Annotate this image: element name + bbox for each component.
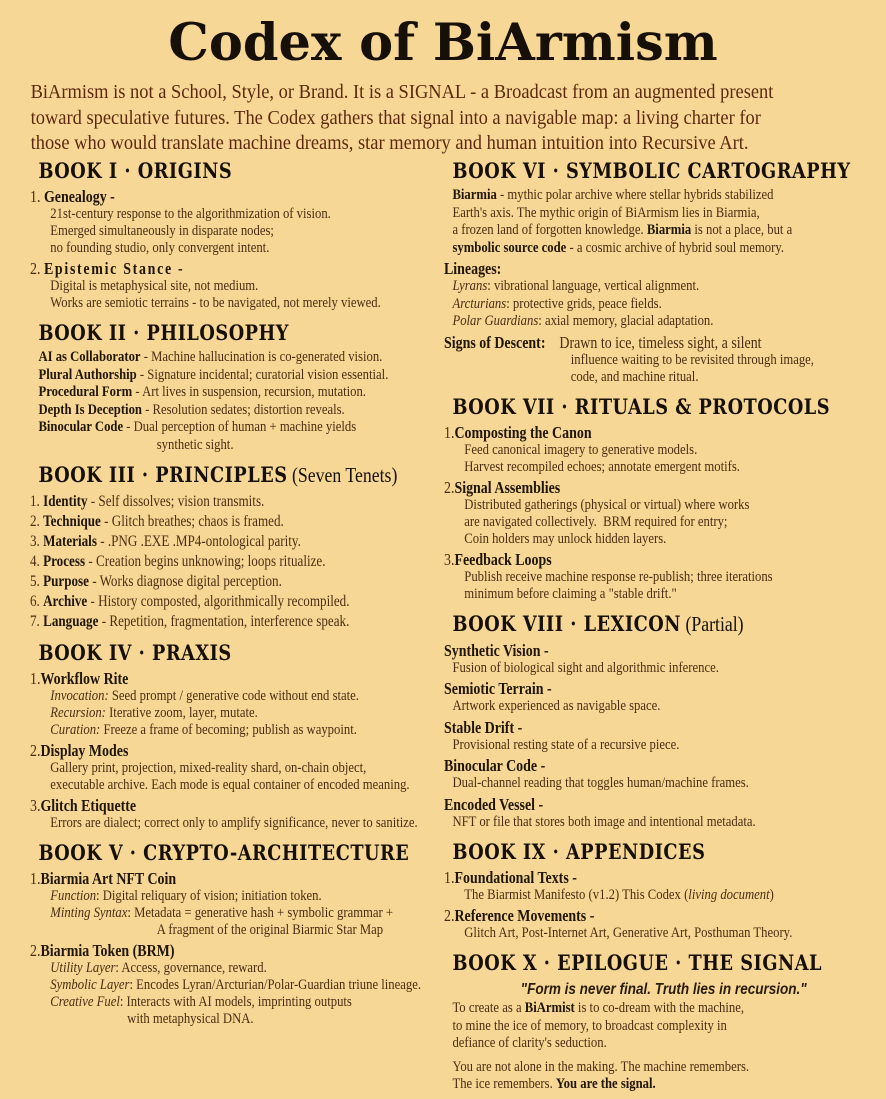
line [30,741,469,760]
book-section [444,611,883,832]
book-heading [444,839,883,864]
line [444,887,883,904]
book-section [444,950,883,1094]
line [30,384,469,402]
line [444,925,883,942]
line [30,669,469,688]
text-segment: 1. [444,422,455,442]
text-segment: Feed canonical imagery to generative models. [464,441,698,458]
text-segment: is to co-dream with the machine, [574,1000,745,1016]
text-segment: Display Modes [40,740,129,760]
text-segment: Earth's axis. The mythic origin of BiArmism lies in Biarmia, [452,204,760,221]
text-segment: Invocation: [50,687,109,704]
line [444,423,883,442]
line [444,718,883,737]
book-heading [444,394,883,419]
text-segment: : Metadata = generative hash + symbolic grammar + [127,904,394,921]
text-segment: Plural Authorship [38,366,137,383]
text-segment: Workflow Rite [40,668,129,688]
text-segment: minimum before claiming a "stable drift." [464,585,677,602]
text-segment: : Access, governance, reward. [115,959,267,976]
text-segment: Materials [43,532,97,550]
book-title: BOOK IV · PRAXIS [38,639,232,665]
text-segment: : axial memory, glacial adaptation. [538,313,714,329]
text-segment: Fusion of biological sight and algorithmic inference. [452,659,719,676]
line [444,369,883,386]
text-segment: to mine the ice of memory, to broadcast complexity in [452,1017,727,1034]
text-segment: 1. [30,187,44,206]
line [444,240,883,258]
line [444,906,883,925]
line [444,868,883,887]
text-segment: Curation: [50,721,101,738]
text-segment: - History composted, algorithmically recompiled. [87,592,350,610]
line [30,888,469,905]
intro-line: toward speculative futures. The Codex gathers that signal into a navigable map: a living charter for [30,106,761,129]
text-segment: code, and machine ritual. [570,368,699,385]
text-segment: To create as a [452,1000,525,1016]
text-segment: Provisional resting state of a recursive piece. [452,736,680,753]
text-segment: - .PNG .EXE .MP4-ontological parity. [96,532,301,550]
line [30,705,469,722]
book-title: BOOK IX · APPENDICES [452,839,706,864]
line [30,994,469,1011]
text-segment: Coin holders may unlock hidden layers. [464,530,667,547]
book-heading [444,611,883,637]
text-segment: A fragment of the original Biarmic Star Map [156,921,384,938]
book-heading [444,950,883,975]
book-heading [444,158,883,183]
line [444,497,883,514]
line [444,333,883,352]
line [30,612,469,632]
text-segment: Publish receive machine response re-publish; three iterations [464,568,773,585]
text-segment: Seed prompt / generative code without end state. [108,687,359,704]
text-segment: - Signature incidental; curatorial vision essential. [136,366,389,383]
text-segment: Lineages: [444,259,502,278]
text-segment: ) [769,887,774,903]
line [444,660,883,678]
text-segment: Reference Movements - [454,906,595,925]
line [444,1035,883,1053]
text-segment: Encoded Vessel - [444,794,544,814]
text-segment: Errors are dialect; correct only to amplify significance, never to sanitize. [50,814,418,831]
line [444,222,883,240]
line [30,206,469,223]
text-segment: 2. [30,940,41,960]
page-title: Codex of BiArmism [168,13,718,73]
line [444,205,883,223]
line [30,905,469,922]
line [444,698,883,716]
line [30,402,469,420]
book-heading [30,158,469,183]
text-segment: Freeze a frame of becoming; publish as waypoint. [100,721,357,738]
text-segment: 6. [30,592,44,610]
book-title: BOOK III · PRINCIPLES [38,461,288,487]
book-heading [30,462,469,488]
text-segment: Glitch Etiquette [40,795,137,815]
text-segment: Lyrans [452,278,488,294]
text-segment: Emerged simultaneously in disparate nodes; [50,223,274,239]
book-title: BOOK VIII · LEXICON [452,610,682,636]
text-segment: Feedback Loops [454,549,552,569]
text-segment: - a cosmic archive of hybrid soul memory. [566,239,785,256]
line [444,1059,883,1077]
text-segment: Drawn to ice, timeless sight, a silent [545,332,762,352]
text-segment: Signs of Descent: [444,332,546,352]
text-segment: Polar Guardians [452,313,539,329]
line [444,775,883,793]
book-title: BOOK V · CRYPTO-ARCHITECTURE [38,839,410,865]
text-segment: Depth Is Deception [38,401,142,418]
book-section [30,640,469,832]
line [30,760,469,777]
line [30,977,469,994]
line [30,367,469,385]
text-segment: executable archive. Each mode is equal container of encoded meaning. [50,776,410,793]
book-section [30,840,469,1028]
text-segment: 7. [30,612,44,630]
text-segment: : vibrational language, vertical alignment. [487,278,700,294]
text-segment: - Glitch breathes; chaos is framed. [100,512,284,530]
line [30,796,469,815]
book-title: BOOK VII · RITUALS & PROTOCOLS [452,393,831,419]
line [444,352,883,369]
text-segment: - Dual perception of human + machine yields [123,419,357,435]
intro-line: BiArmism is not a School, Style, or Brand. It is a SIGNAL - a Broadcast from an augmented present [30,81,774,103]
text-segment: Biarmia [646,222,692,238]
text-segment: Composting the Canon [454,422,592,442]
text-segment: Language [43,612,99,630]
text-segment: Archive [43,592,88,610]
book-section [30,320,469,454]
book-title: BOOK II · PHILOSOPHY [38,320,289,345]
line [444,737,883,755]
text-segment: The ice remembers. [452,1076,556,1092]
line [444,278,883,296]
text-segment: Epistemic Stance - [43,259,185,278]
text-segment: - Self dissolves; vision transmits. [87,492,265,510]
line [30,512,469,532]
text-segment: a frozen land of forgotten knowledge. [452,222,647,238]
line [30,960,469,977]
text-segment: Minting Syntax [50,904,128,921]
text-segment: Biarmia [452,187,497,203]
text-segment: Gallery print, projection, mixed-reality shard, on-chain object, [50,759,367,776]
text-segment: Distributed gatherings (physical or virtual) where works [464,496,750,513]
text-segment: - Resolution sedates; distortion reveals. [141,401,345,418]
text-segment: : protective grids, peace fields. [506,295,662,312]
line [30,722,469,739]
book-heading [30,640,469,665]
text-segment: 3. [30,795,41,815]
line [444,187,883,205]
text-segment: Recursion: [50,704,106,721]
line [444,814,883,832]
line [444,679,883,698]
text-segment: Digital is metaphysical site, not medium. [50,278,259,294]
text-segment: 2. [30,512,44,530]
text-segment: 3. [444,549,455,569]
text-segment: Signal Assemblies [454,477,561,497]
text-segment: 2. [30,259,44,278]
line [30,688,469,705]
text-segment: : Digital reliquary of vision; initiation token. [96,887,322,904]
text-segment: Biarmia Token (BRM) [40,940,175,960]
line [444,1018,883,1036]
text-segment: Works are semiotic terrains - to be navigated, not merely viewed. [50,295,381,311]
text-segment: : Encodes Lyran/Arcturian/Polar-Guardian triune lineage. [129,976,422,993]
text-segment: Harvest recompiled echoes; annotate emergent motifs. [464,458,740,475]
book-section [30,462,469,632]
text-segment: 4. [30,552,44,570]
line [30,492,469,512]
book-section [444,158,883,386]
line [30,419,469,437]
line [30,815,469,832]
line [444,569,883,586]
text-segment: Glitch Art, Post-Internet Art, Generative Art, Posthuman Theory. [464,925,793,941]
line [30,592,469,612]
text-segment: 2. [444,477,455,497]
book-heading [30,840,469,865]
line [444,1076,883,1094]
text-segment: Symbolic Layer [50,976,130,993]
text-segment: Iterative zoom, layer, mutate. [105,704,258,721]
text-segment: Binocular Code - [444,756,546,775]
text-segment: 2. [30,740,41,760]
text-segment: Process [43,552,86,570]
text-segment: defiance of clarity's seduction. [452,1035,607,1051]
text-segment: Procedural Form [38,384,133,400]
intro-line: those who would translate machine dreams, star memory and human intuition into Recursive Art. [30,132,749,154]
line [444,313,883,331]
line [30,437,469,454]
text-segment: are navigated collectively. BRM required for entry; [464,513,728,530]
line [30,187,469,206]
text-segment: 2. [444,906,455,925]
book-title-suffix: (Partial) [681,611,744,636]
text-segment: influence waiting to be revisited through image, [570,351,814,368]
line [30,223,469,240]
line [30,549,469,572]
text-segment: Creative Fuel [50,993,120,1010]
text-segment: with metaphysical DNA. [127,1010,254,1027]
text-segment: is not a place, but a [691,222,793,238]
text-segment: 5. [30,572,44,590]
text-segment: Semiotic Terrain - [444,679,552,698]
text-segment: Synthetic Vision - [444,640,549,660]
line [30,941,469,960]
text-segment: BiArmist [524,1000,575,1016]
book-heading [30,320,469,345]
text-segment: Arcturians [452,295,507,312]
text-segment: 1. [30,492,44,510]
line [30,1011,469,1028]
book-title: BOOK I · ORIGINS [38,158,233,183]
line [444,514,883,531]
line [30,777,469,794]
text-segment: Identity [43,492,88,510]
text-segment: : Interacts with AI models, imprinting outputs [119,993,352,1010]
book-section [444,839,883,942]
line [30,240,469,257]
text-segment: Dual-channel reading that toggles human/machine frames. [452,775,749,791]
text-segment: - Art lives in suspension, recursion, mutation. [132,384,366,400]
text-segment: - Repetition, fragmentation, interference speak. [98,612,350,630]
text-segment: no founding studio, only convergent intent. [50,240,270,256]
line [30,922,469,939]
line [444,1000,883,1018]
text-segment: living document [688,887,770,903]
line [444,442,883,459]
text-segment: Purpose [43,572,89,590]
line [30,532,469,552]
text-segment: synthetic sight. [156,436,234,453]
text-segment: Technique [43,512,101,530]
line [30,869,469,888]
book-title: BOOK VI · SYMBOLIC CARTOGRAPHY [452,158,851,183]
line [30,572,469,592]
text-segment: 21st-century response to the algorithmization of vision. [50,206,331,222]
text-segment: Artwork experienced as navigable space. [452,698,661,714]
text-segment: Stable Drift - [444,717,523,737]
text-segment: AI as Collaborator [38,349,141,365]
line [444,531,883,548]
line [444,979,883,1000]
line [444,478,883,497]
text-segment: 1. [30,868,41,888]
text-segment: - Creation begins unknowing; loops ritualize. [85,552,326,570]
text-segment: Function [50,887,97,904]
line [444,550,883,569]
line [30,259,469,278]
text-segment: You are the signal. [555,1076,656,1092]
text-segment: - mythic polar archive where stellar hybrids stabilized [496,187,774,203]
book-section [30,158,469,312]
book-title-suffix: (Seven Tenets) [287,462,398,487]
text-segment: "Form is never final. Truth lies in recursion." [520,981,807,998]
text-segment: NFT or file that stores both image and intentional metadata. [452,813,756,830]
text-segment: Genealogy - [43,187,115,206]
line [444,795,883,814]
book-title: BOOK X · EPILOGUE · THE SIGNAL [452,950,823,975]
line [444,586,883,603]
text-segment: The Biarmist Manifesto (v1.2) This Codex ( [464,887,689,903]
text-segment: You are not alone in the making. The machine remembers. [452,1058,750,1075]
line [444,641,883,660]
text-segment: Biarmia Art NFT Coin [40,868,177,888]
text-segment: - Machine hallucination is co-generated vision. [140,349,383,365]
line [30,278,469,295]
text-segment: Foundational Texts - [454,868,577,887]
text-segment: 3. [30,532,44,550]
text-segment: Utility Layer [50,959,116,976]
text-segment: 1. [30,668,41,688]
column-left [30,158,469,1034]
text-segment: symbolic source code [452,239,567,256]
intro-paragraph [0,80,882,157]
text-segment: Binocular Code [38,419,124,435]
line [444,259,883,278]
line [444,296,883,314]
text-segment: - Works diagnose digital perception. [88,572,282,590]
line [30,295,469,312]
column-right [444,158,883,1099]
line [30,349,469,367]
book-section [444,394,883,603]
text-segment: 1. [444,868,455,887]
line [444,756,883,775]
line [444,459,883,476]
